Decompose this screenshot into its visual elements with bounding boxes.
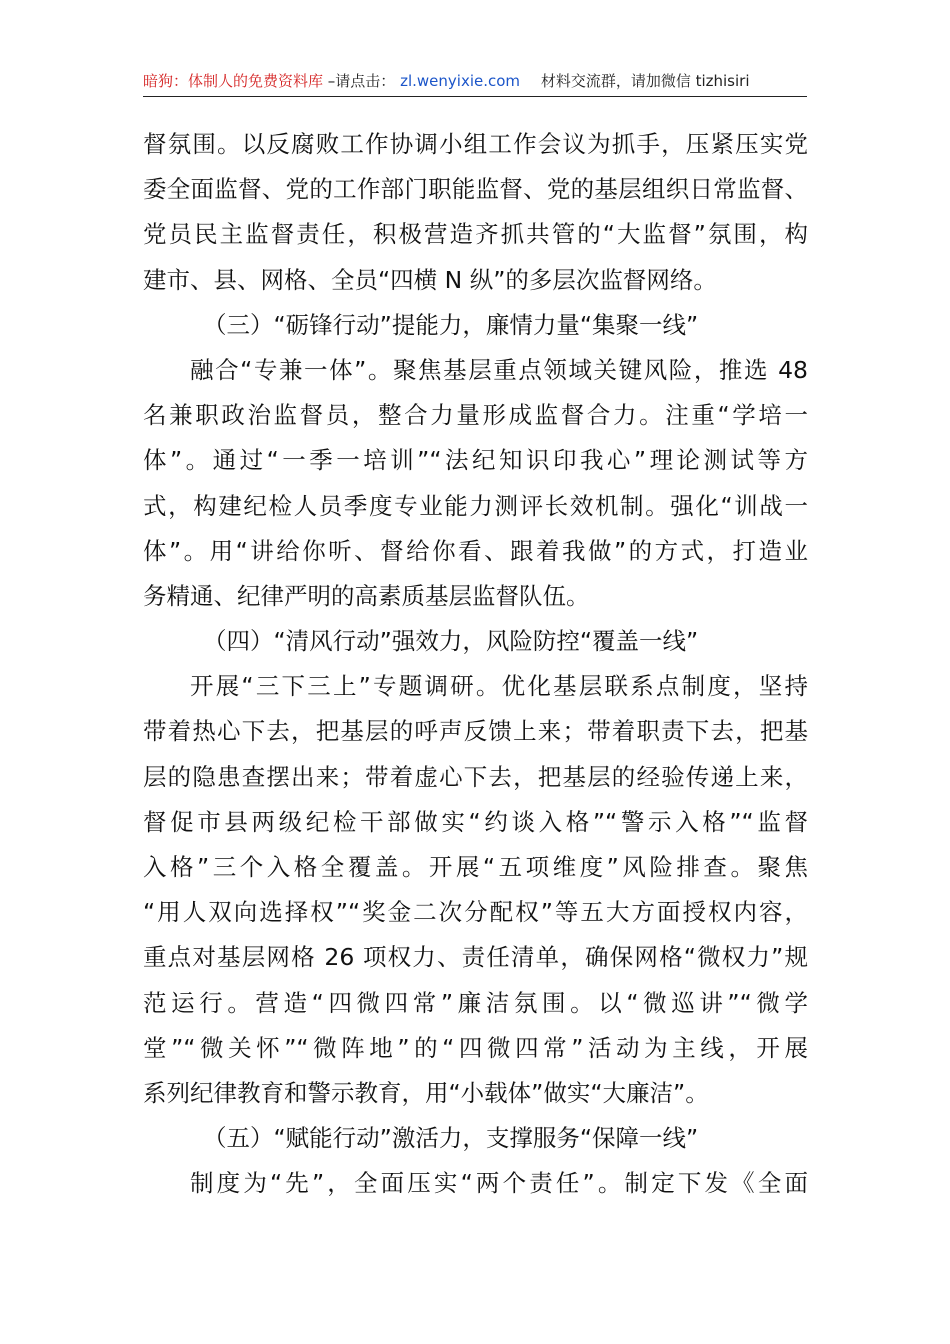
paragraph-line: 入格”三个入格全覆盖。开展“五项维度”风险排查。聚焦 (143, 853, 808, 881)
paragraph-line: 开展“三下三上”专题调研。优化基层联系点制度，坚持 (190, 672, 808, 701)
paragraph-line: 督促市县两级纪检干部做实“约谈入格”“警示入格”“监督 (143, 807, 808, 836)
paragraph-line: 带着热心下去，把基层的呼声反馈上来；带着职责下去，把基 (143, 717, 808, 746)
paragraph-line: 党员民主监督责任，积极营造齐抓共管的“大监督”氛围，构 (143, 220, 808, 249)
section-heading-4: （四）“清风行动”强效力，风险防控“覆盖一线” (203, 627, 699, 656)
paragraph-line: 委全面监督、党的工作部门职能监督、党的基层组织日常监督、 (143, 175, 808, 204)
paragraph-line: 范运行。营造“四微四常”廉洁氛围。以“微巡讲”“微学 (143, 988, 808, 1017)
header-brand: 暗狗：体制人的免费资料库 (143, 72, 324, 90)
paragraph-line: 系列纪律教育和警示教育，用“小载体”做实“大廉洁”。 (143, 1078, 709, 1107)
document-body (143, 122, 808, 1207)
header-link[interactable]: zl.wenyixie.com (400, 72, 521, 90)
paragraph-line: 制度为“先”，全面压实“两个责任”。制定下发《全面 (190, 1169, 808, 1198)
paragraph-line: 督氛围。以反腐败工作协调小组工作会议为抓手，压紧压实党 (143, 130, 808, 158)
paragraph-line: 层的隐患查摆出来；带着虚心下去，把基层的经验传递上来， (143, 762, 808, 791)
paragraph-line: 重点对基层网格 26 项权力、责任清单，确保网格“微权力”规 (143, 943, 808, 972)
header-click-prefix: –请点击： (327, 72, 396, 90)
paragraph-line: “用人双向选择权”“奖金二次分配权”等五大方面授权内容， (143, 898, 808, 927)
paragraph-line: 体”。用“讲给你听、督给你看、跟着我做”的方式，打造业 (143, 536, 808, 565)
paragraph-line: 建市、县、网格、全员“四横 N 纵”的多层次监督网络。 (143, 265, 717, 294)
header-group-note: 材料交流群，请加微信 tizhisiri (540, 72, 750, 90)
paragraph-line: 名兼职政治监督员，整合力量形成监督合力。注重“学培一 (143, 401, 808, 430)
paragraph-line: 堂”“微关怀”“微阵地”的“四微四常”活动为主线，开展 (143, 1033, 808, 1062)
paragraph-line: 式，构建纪检人员季度专业能力测评长效机制。强化“训战一 (143, 491, 808, 520)
paragraph-line: 融合“专兼一体”。聚焦基层重点领域关键风险，推选 48 (190, 355, 808, 384)
paragraph-line: 体”。通过“一季一培训”“法纪知识印我心”理论测试等方 (143, 446, 808, 475)
section-heading-3: （三）“砺锋行动”提能力，廉情力量“集聚一线” (203, 310, 699, 339)
paragraph-line: 务精通、纪律严明的高素质基层监督队伍。 (143, 581, 590, 610)
page-header (143, 66, 807, 97)
section-heading-5: （五）“赋能行动”激活力，支撑服务“保障一线” (203, 1124, 699, 1153)
